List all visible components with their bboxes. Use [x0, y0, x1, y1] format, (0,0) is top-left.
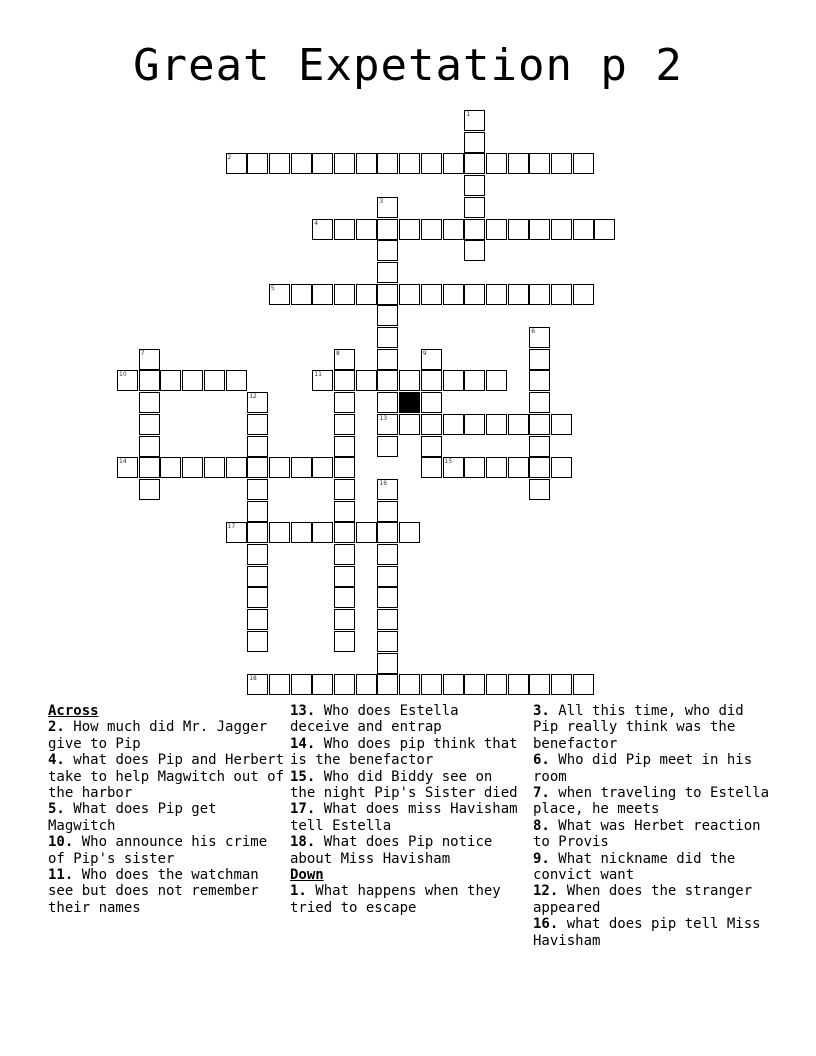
grid-cell[interactable]	[334, 153, 355, 174]
grid-cell[interactable]	[139, 349, 160, 370]
grid-cell[interactable]	[356, 370, 377, 391]
grid-cell[interactable]	[226, 153, 247, 174]
grid-cell[interactable]	[399, 370, 420, 391]
grid-cell[interactable]	[160, 457, 181, 478]
clue-down-16: 16. what does pip tell Miss Havisham	[533, 916, 761, 949]
grid-cell[interactable]	[377, 674, 398, 695]
grid-cell[interactable]	[312, 522, 333, 543]
grid-cell[interactable]	[421, 284, 442, 305]
grid-cell[interactable]	[551, 219, 572, 240]
clue-number: 3	[379, 197, 384, 205]
grid-cell[interactable]	[182, 370, 203, 391]
grid-cell[interactable]	[399, 674, 420, 695]
clue-number: 18	[249, 675, 257, 683]
grid-cell[interactable]	[334, 479, 355, 500]
clue-column-1	[48, 703, 284, 916]
grid-cell[interactable]	[399, 414, 420, 435]
grid-cell[interactable]	[377, 544, 398, 565]
grid-cell[interactable]	[334, 436, 355, 457]
clue-across-4: 4. what does Pip and Herbert take to help Magwitch out of the harbor	[48, 752, 285, 802]
grid-cell[interactable]	[247, 392, 268, 413]
grid-cell[interactable]	[464, 197, 485, 218]
grid-cell[interactable]	[529, 349, 550, 370]
grid-cell[interactable]	[334, 587, 355, 608]
grid-cell[interactable]	[356, 284, 377, 305]
grid-cell[interactable]	[464, 219, 485, 240]
grid-cell[interactable]	[508, 457, 529, 478]
grid-cell[interactable]	[334, 392, 355, 413]
down-header: Down	[290, 867, 324, 884]
grid-cell[interactable]	[269, 522, 290, 543]
grid-cell[interactable]	[529, 219, 550, 240]
grid-cell[interactable]	[377, 262, 398, 283]
clue-down-3: 3. All this time, who did Pip really think was the benefactor	[533, 703, 744, 752]
grid-cell[interactable]	[356, 219, 377, 240]
page-title: Great Expetation p 2	[133, 40, 683, 91]
grid-cell[interactable]	[529, 284, 550, 305]
grid-cell[interactable]	[334, 284, 355, 305]
grid-cell[interactable]	[464, 457, 485, 478]
grid-cell[interactable]	[529, 414, 550, 435]
grid-cell[interactable]	[551, 457, 572, 478]
grid-cell[interactable]	[269, 153, 290, 174]
grid-cell[interactable]	[421, 219, 442, 240]
grid-cell[interactable]	[334, 631, 355, 652]
clue-across-11: 11. Who does the watchman see but does not remember their names	[48, 867, 259, 916]
clue-down-6: 6. Who did Pip meet in his room	[533, 752, 753, 785]
across-header: Across	[48, 703, 99, 719]
grid-cell[interactable]	[139, 436, 160, 457]
grid-cell[interactable]	[399, 153, 420, 174]
grid-cell[interactable]	[160, 370, 181, 391]
grid-cell[interactable]	[464, 414, 485, 435]
grid-cell[interactable]	[377, 219, 398, 240]
grid-cell[interactable]	[443, 457, 464, 478]
grid-cell[interactable]	[334, 674, 355, 695]
grid-cell[interactable]	[529, 153, 550, 174]
grid-cell[interactable]	[334, 370, 355, 391]
grid-cell[interactable]	[551, 674, 572, 695]
grid-cell[interactable]	[464, 132, 485, 153]
grid-cell[interactable]	[334, 522, 355, 543]
clue-across-15: 15. Who did Biddy see on the night Pip's Sister died	[290, 768, 518, 802]
grid-cell[interactable]	[334, 457, 355, 478]
clue-number: 6	[531, 328, 536, 335]
grid-cell[interactable]	[204, 370, 225, 391]
grid-cell[interactable]	[529, 327, 550, 348]
grid-cell[interactable]	[573, 153, 594, 174]
grid-cell[interactable]	[486, 219, 507, 240]
grid-cell[interactable]	[377, 414, 398, 435]
grid-cell[interactable]	[551, 284, 572, 305]
grid-cell[interactable]	[464, 674, 485, 695]
grid-cell[interactable]	[464, 175, 485, 196]
grid-cell[interactable]	[377, 327, 398, 348]
grid-cell[interactable]	[247, 501, 268, 522]
grid-cell[interactable]	[529, 436, 550, 457]
grid-cell[interactable]	[421, 414, 442, 435]
grid-cell[interactable]	[508, 219, 529, 240]
grid-cell[interactable]	[377, 653, 398, 674]
grid-cell[interactable]	[443, 370, 464, 391]
grid-cell[interactable]	[247, 631, 268, 652]
grid-cell[interactable]	[247, 414, 268, 435]
grid-cell[interactable]	[421, 370, 442, 391]
grid-cell[interactable]	[356, 674, 377, 695]
grid-cell[interactable]	[247, 566, 268, 587]
grid-cell[interactable]	[464, 153, 485, 174]
clue-number: 8	[336, 349, 340, 357]
grid-cell[interactable]	[247, 457, 268, 478]
grid-cell[interactable]	[464, 284, 485, 305]
grid-cell[interactable]	[334, 609, 355, 630]
clue-number: 14	[119, 458, 127, 466]
clue-number: 1	[466, 111, 471, 118]
grid-cell[interactable]	[377, 392, 398, 413]
grid-cell[interactable]	[464, 370, 485, 391]
grid-cell[interactable]	[486, 370, 507, 391]
grid-cell[interactable]	[443, 153, 464, 174]
grid-cell[interactable]	[421, 674, 442, 695]
grid-cell[interactable]	[508, 674, 529, 695]
clue-number: 12	[249, 393, 257, 401]
grid-cell[interactable]	[312, 153, 333, 174]
grid-cell[interactable]	[334, 414, 355, 435]
grid-cell[interactable]	[291, 674, 312, 695]
grid-cell[interactable]	[377, 479, 398, 500]
grid-cell[interactable]	[117, 370, 138, 391]
grid-cell[interactable]	[508, 284, 529, 305]
clue-number: 15	[444, 458, 453, 466]
clue-across-17: 17. What does miss Havisham tell Estella	[290, 801, 518, 834]
grid-cell[interactable]	[139, 414, 160, 435]
grid-cell[interactable]	[464, 110, 485, 131]
grid-cell[interactable]	[182, 457, 203, 478]
grid-cell[interactable]	[421, 436, 442, 457]
clue-across-18: 18. What does Pip notice about Miss Havisham	[290, 834, 493, 867]
grid-cell[interactable]	[139, 370, 160, 391]
grid-cell[interactable]	[291, 457, 312, 478]
grid-cell[interactable]	[356, 522, 377, 543]
clue-number: 10	[119, 371, 127, 379]
grid-cell[interactable]	[291, 522, 312, 543]
grid-cell[interactable]	[421, 349, 442, 370]
grid-cell[interactable]	[139, 392, 160, 413]
grid-cell[interactable]	[291, 284, 312, 305]
grid-cell[interactable]	[139, 457, 160, 478]
grid-cell[interactable]	[377, 240, 398, 261]
grid-cell[interactable]	[334, 219, 355, 240]
grid-cell[interactable]	[226, 370, 247, 391]
clue-column-3	[533, 703, 769, 949]
grid-cell[interactable]	[399, 219, 420, 240]
clue-down-12: 12. When does the stranger appeared	[533, 883, 753, 916]
clue-number: 5	[270, 284, 275, 292]
grid-cell[interactable]	[529, 479, 550, 500]
grid-cell[interactable]	[226, 522, 247, 543]
grid-cell[interactable]	[486, 284, 507, 305]
grid-cell[interactable]	[312, 457, 333, 478]
clue-down-8: 8. What was Herbet reaction to Provis	[533, 817, 761, 851]
grid-cell[interactable]	[247, 609, 268, 630]
grid-cell[interactable]	[421, 392, 442, 413]
grid-cell[interactable]	[269, 674, 290, 695]
grid-cell[interactable]	[443, 284, 464, 305]
grid-cell[interactable]	[204, 457, 225, 478]
grid-cell[interactable]	[312, 674, 333, 695]
clue-across-13: 13. Who does Estella deceive and entrap	[290, 703, 459, 736]
clue-across-2: 2. How much did Mr. Jagger give to Pip	[48, 719, 268, 752]
grid-cell[interactable]	[377, 522, 398, 543]
grid-cell[interactable]	[226, 457, 247, 478]
grid-cell[interactable]	[377, 501, 398, 522]
grid-cell[interactable]	[573, 219, 594, 240]
grid-cell[interactable]	[334, 566, 355, 587]
grid-cell[interactable]	[443, 414, 464, 435]
grid-cell[interactable]	[508, 414, 529, 435]
grid-cell[interactable]	[486, 674, 507, 695]
grid-cell[interactable]	[377, 305, 398, 326]
grid-cell[interactable]	[312, 284, 333, 305]
grid-cell[interactable]	[573, 674, 594, 695]
grid-cell[interactable]	[421, 153, 442, 174]
clue-down-7: 7. when traveling to Estella place, he meets	[533, 785, 770, 818]
grid-cell[interactable]	[529, 674, 550, 695]
grid-cell[interactable]	[247, 544, 268, 565]
grid-cell[interactable]	[508, 153, 529, 174]
grid-cell[interactable]	[551, 414, 572, 435]
grid-cell[interactable]	[356, 153, 377, 174]
black-cell	[399, 392, 420, 413]
grid-cell[interactable]	[421, 457, 442, 478]
clue-number: 9	[422, 349, 427, 357]
grid-cell[interactable]	[377, 349, 398, 370]
grid-cell[interactable]	[247, 153, 268, 174]
grid-cell[interactable]	[377, 609, 398, 630]
grid-cell[interactable]	[291, 153, 312, 174]
grid-cell[interactable]	[377, 284, 398, 305]
clue-number: 13	[379, 414, 388, 422]
clue-number: 16	[379, 479, 388, 487]
grid-cell[interactable]	[399, 284, 420, 305]
clue-across-14: 14. Who does pip think that is the benefactor	[290, 735, 518, 769]
clue-down-9: 9. What nickname did the convict want	[533, 850, 736, 884]
clue-number: 2	[227, 154, 232, 162]
grid-cell[interactable]	[312, 370, 333, 391]
grid-cell[interactable]	[269, 457, 290, 478]
grid-cell[interactable]	[486, 457, 507, 478]
grid-cell[interactable]	[247, 587, 268, 608]
grid-cell[interactable]	[551, 153, 572, 174]
clue-column-2	[290, 703, 526, 916]
grid-cell[interactable]	[529, 457, 550, 478]
grid-cell[interactable]	[269, 284, 290, 305]
grid-cell[interactable]	[377, 587, 398, 608]
clue-across-10: 10. Who announce his crime of Pip's sister	[48, 834, 268, 867]
grid-cell[interactable]	[247, 522, 268, 543]
grid-cell[interactable]	[443, 674, 464, 695]
grid-cell[interactable]	[377, 566, 398, 587]
clue-number: 17	[227, 523, 236, 531]
grid-cell[interactable]	[247, 479, 268, 500]
clue-down-1: 1. What happens when they tried to escape	[290, 883, 501, 916]
grid-cell[interactable]	[594, 219, 615, 240]
grid-cell[interactable]	[529, 392, 550, 413]
grid-cell[interactable]	[443, 219, 464, 240]
grid-cell[interactable]	[312, 219, 333, 240]
grid-cell[interactable]	[573, 284, 594, 305]
grid-cell[interactable]	[334, 501, 355, 522]
grid-cell[interactable]	[377, 436, 398, 457]
grid-cell[interactable]	[377, 197, 398, 218]
clue-number: 11	[314, 371, 322, 379]
clue-number: 4	[314, 219, 319, 227]
grid-cell[interactable]	[377, 631, 398, 652]
grid-cell[interactable]	[529, 370, 550, 391]
grid-cell[interactable]	[377, 370, 398, 391]
grid-cell[interactable]	[486, 153, 507, 174]
clue-number: 7	[140, 349, 145, 357]
grid-cell[interactable]	[334, 349, 355, 370]
grid-cell[interactable]	[486, 414, 507, 435]
clue-across-5: 5. What does Pip get Magwitch	[48, 801, 217, 834]
grid-cell[interactable]	[334, 544, 355, 565]
grid-cell[interactable]	[247, 436, 268, 457]
grid-cell[interactable]	[377, 153, 398, 174]
grid-cell[interactable]	[399, 522, 420, 543]
grid-cell[interactable]	[117, 457, 138, 478]
grid-cell[interactable]	[464, 240, 485, 261]
grid-cell[interactable]	[247, 674, 268, 695]
grid-cell[interactable]	[139, 479, 160, 500]
